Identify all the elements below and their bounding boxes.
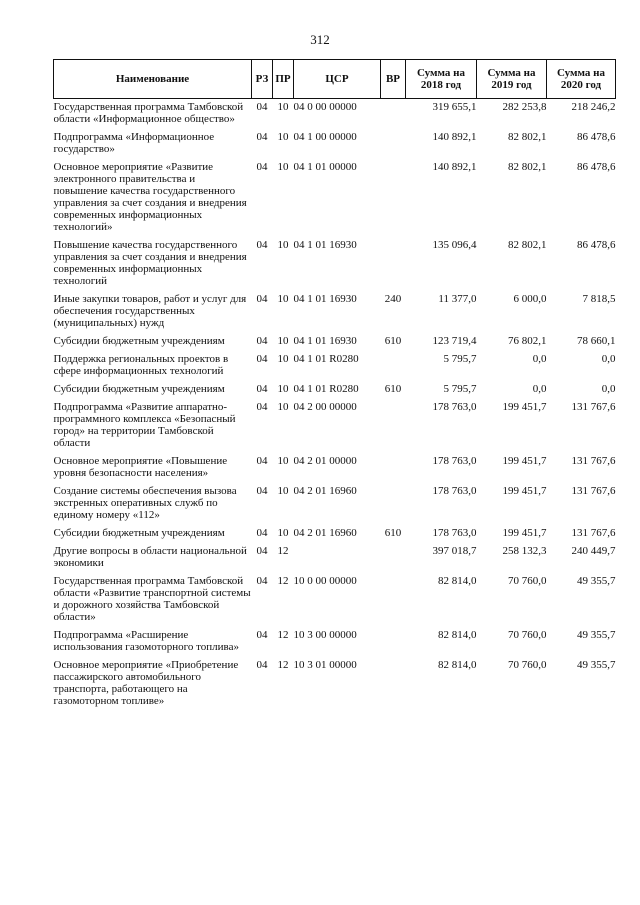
cell-sum-2018: 11 377,0 bbox=[438, 293, 477, 305]
cell-csr: 04 2 01 16960 bbox=[293, 485, 357, 497]
cell-csr: 04 1 01 R0280 bbox=[293, 383, 359, 395]
cell-sum-2020: 49 355,7 bbox=[577, 629, 616, 641]
table-row bbox=[54, 453, 616, 483]
table-row bbox=[54, 657, 616, 711]
cell-name: Субсидии бюджетным учреждениям bbox=[53, 527, 225, 539]
cell-sum-2020: 86 478,6 bbox=[577, 239, 616, 251]
header-sum-2019: Сумма на 2019 год bbox=[477, 60, 547, 99]
cell-sum-2018: 5 795,7 bbox=[443, 383, 477, 395]
cell-csr: 04 1 01 16930 bbox=[293, 293, 357, 305]
cell-sum-2020: 86 478,6 bbox=[577, 161, 616, 173]
table-row bbox=[54, 399, 616, 453]
cell-sum-2020: 131 767,6 bbox=[571, 455, 616, 467]
cell-name: Государственная программа Тамбовской области «Информационное общество» bbox=[53, 101, 244, 125]
cell-csr: 04 0 00 00000 bbox=[293, 101, 357, 113]
cell-sum-2019: 258 132,3 bbox=[502, 545, 547, 557]
cell-sum-2019: 6 000,0 bbox=[513, 293, 547, 305]
cell-csr: 04 1 01 16930 bbox=[293, 335, 357, 347]
table-row bbox=[54, 291, 616, 333]
cell-sum-2020: 78 660,1 bbox=[577, 335, 616, 347]
cell-rz: 04 bbox=[256, 353, 268, 365]
cell-sum-2020: 0,0 bbox=[601, 383, 616, 395]
cell-rz: 04 bbox=[256, 527, 268, 539]
header-rz: РЗ bbox=[252, 60, 273, 99]
cell-vr: 610 bbox=[384, 335, 402, 347]
cell-pr: 12 bbox=[277, 575, 289, 587]
cell-csr: 04 2 00 00000 bbox=[293, 401, 357, 413]
cell-name: Субсидии бюджетным учреждениям bbox=[53, 335, 225, 347]
cell-rz: 04 bbox=[256, 455, 268, 467]
header-name: Наименование bbox=[54, 60, 252, 99]
header-vr: ВР bbox=[381, 60, 406, 99]
cell-pr: 10 bbox=[277, 161, 289, 173]
cell-sum-2019: 70 760,0 bbox=[508, 659, 547, 671]
cell-sum-2019: 199 451,7 bbox=[502, 527, 547, 539]
cell-pr: 10 bbox=[277, 335, 289, 347]
cell-sum-2018: 178 763,0 bbox=[432, 455, 477, 467]
cell-pr: 10 bbox=[277, 401, 289, 413]
cell-sum-2020: 49 355,7 bbox=[577, 575, 616, 587]
cell-sum-2020: 0,0 bbox=[601, 353, 616, 365]
cell-vr: 610 bbox=[384, 527, 402, 539]
cell-vr bbox=[381, 129, 406, 159]
cell-name: Поддержка региональных проектов в сфере информационных технологий bbox=[53, 353, 229, 377]
cell-sum-2018: 82 814,0 bbox=[438, 575, 477, 587]
table-row bbox=[54, 483, 616, 525]
cell-pr: 10 bbox=[277, 455, 289, 467]
cell-sum-2018: 397 018,7 bbox=[432, 545, 477, 557]
cell-vr bbox=[381, 657, 406, 711]
cell-vr bbox=[381, 627, 406, 657]
cell-sum-2020: 49 355,7 bbox=[577, 659, 616, 671]
cell-sum-2020: 240 449,7 bbox=[571, 545, 616, 557]
cell-sum-2018: 5 795,7 bbox=[443, 353, 477, 365]
header-sum-2020: Сумма на 2020 год bbox=[547, 60, 616, 99]
cell-sum-2020: 131 767,6 bbox=[571, 401, 616, 413]
cell-sum-2018: 319 655,1 bbox=[432, 101, 477, 113]
cell-sum-2019: 82 802,1 bbox=[508, 131, 547, 143]
page-number: 312 bbox=[310, 32, 330, 47]
table-row bbox=[54, 237, 616, 291]
cell-rz: 04 bbox=[256, 485, 268, 497]
cell-sum-2018: 140 892,1 bbox=[432, 161, 477, 173]
cell-rz: 04 bbox=[256, 383, 268, 395]
cell-sum-2019: 0,0 bbox=[532, 383, 547, 395]
cell-pr: 10 bbox=[277, 485, 289, 497]
cell-rz: 04 bbox=[256, 659, 268, 671]
cell-pr: 10 bbox=[277, 131, 289, 143]
cell-sum-2018: 178 763,0 bbox=[432, 485, 477, 497]
cell-name: Основное мероприятие «Приобретение пассажирского автомобильного транспорта, работающего на газомоторном топливе» bbox=[53, 659, 239, 707]
cell-sum-2020: 7 818,5 bbox=[582, 293, 616, 305]
cell-sum-2019: 70 760,0 bbox=[508, 575, 547, 587]
cell-csr: 04 2 01 16960 bbox=[293, 527, 357, 539]
cell-vr bbox=[381, 99, 406, 130]
cell-csr: 10 3 00 00000 bbox=[293, 629, 357, 641]
header-csr: ЦСР bbox=[294, 60, 381, 99]
cell-vr bbox=[381, 351, 406, 381]
cell-pr: 10 bbox=[277, 101, 289, 113]
cell-csr: 04 1 01 00000 bbox=[293, 161, 357, 173]
cell-name: Создание системы обеспечения вызова экстренных оперативных служб по единому номеру «112» bbox=[53, 485, 237, 521]
table-row bbox=[54, 525, 616, 543]
table-row bbox=[54, 99, 616, 130]
cell-sum-2019: 76 802,1 bbox=[508, 335, 547, 347]
cell-name: Другие вопросы в области национальной экономики bbox=[53, 545, 247, 569]
cell-pr: 10 bbox=[277, 293, 289, 305]
cell-name: Иные закупки товаров, работ и услуг для обеспечения государственных (муниципальных) нужд bbox=[53, 293, 247, 329]
table-row bbox=[54, 543, 616, 573]
cell-sum-2019: 82 802,1 bbox=[508, 239, 547, 251]
cell-name: Повышение качества государственного управления за счет создания и внедрения современных информационных технологий bbox=[53, 239, 247, 287]
table-row bbox=[54, 159, 616, 237]
cell-pr: 12 bbox=[277, 545, 289, 557]
cell-csr: 04 1 01 R0280 bbox=[293, 353, 359, 365]
cell-rz: 04 bbox=[256, 293, 268, 305]
cell-sum-2018: 178 763,0 bbox=[432, 401, 477, 413]
cell-vr bbox=[381, 237, 406, 291]
cell-sum-2020: 131 767,6 bbox=[571, 485, 616, 497]
cell-name: Основное мероприятие «Развитие электронного правительства и повышение качества государственного управления за счет создания и внедрения современных информационных технологий» bbox=[53, 161, 247, 233]
cell-csr: 04 2 01 00000 bbox=[293, 455, 357, 467]
cell-sum-2019: 199 451,7 bbox=[502, 401, 547, 413]
cell-vr bbox=[381, 159, 406, 237]
cell-rz: 04 bbox=[256, 239, 268, 251]
table-row bbox=[54, 129, 616, 159]
cell-pr: 10 bbox=[277, 239, 289, 251]
cell-sum-2019: 0,0 bbox=[532, 353, 547, 365]
table-header-row bbox=[54, 60, 616, 99]
table-row bbox=[54, 573, 616, 627]
cell-name: Подпрограмма «Расширение использования газомоторного топлива» bbox=[53, 629, 239, 653]
cell-rz: 04 bbox=[256, 131, 268, 143]
cell-name: Подпрограмма «Развитие аппаратно-программного комплекса «Безопасный город» на территории Тамбовской области bbox=[53, 401, 236, 449]
cell-vr bbox=[381, 453, 406, 483]
cell-vr bbox=[381, 399, 406, 453]
cell-csr bbox=[294, 543, 381, 573]
cell-rz: 04 bbox=[256, 575, 268, 587]
table-row bbox=[54, 381, 616, 399]
budget-table bbox=[53, 59, 616, 711]
table-row bbox=[54, 351, 616, 381]
cell-sum-2018: 82 814,0 bbox=[438, 629, 477, 641]
table-body bbox=[54, 99, 616, 712]
cell-pr: 10 bbox=[277, 353, 289, 365]
table-row bbox=[54, 333, 616, 351]
cell-csr: 10 0 00 00000 bbox=[293, 575, 357, 587]
cell-sum-2019: 82 802,1 bbox=[508, 161, 547, 173]
cell-csr: 04 1 01 16930 bbox=[293, 239, 357, 251]
cell-rz: 04 bbox=[256, 335, 268, 347]
cell-vr bbox=[381, 543, 406, 573]
cell-sum-2020: 86 478,6 bbox=[577, 131, 616, 143]
cell-sum-2018: 82 814,0 bbox=[438, 659, 477, 671]
cell-sum-2019: 70 760,0 bbox=[508, 629, 547, 641]
cell-rz: 04 bbox=[256, 101, 268, 113]
cell-vr bbox=[381, 483, 406, 525]
cell-sum-2020: 218 246,2 bbox=[571, 101, 616, 113]
cell-vr: 240 bbox=[384, 293, 402, 305]
cell-csr: 10 3 01 00000 bbox=[293, 659, 357, 671]
cell-sum-2020: 131 767,6 bbox=[571, 527, 616, 539]
cell-pr: 12 bbox=[277, 659, 289, 671]
cell-vr bbox=[381, 573, 406, 627]
cell-name: Подпрограмма «Информационное государство» bbox=[53, 131, 215, 155]
cell-name: Основное мероприятие «Повышение уровня безопасности населения» bbox=[53, 455, 228, 479]
cell-sum-2019: 199 451,7 bbox=[502, 455, 547, 467]
cell-sum-2019: 282 253,8 bbox=[502, 101, 547, 113]
cell-rz: 04 bbox=[256, 401, 268, 413]
cell-csr: 04 1 00 00000 bbox=[293, 131, 357, 143]
cell-sum-2018: 178 763,0 bbox=[432, 527, 477, 539]
cell-sum-2019: 199 451,7 bbox=[502, 485, 547, 497]
header-pr: ПР bbox=[273, 60, 294, 99]
cell-vr: 610 bbox=[384, 383, 402, 395]
cell-rz: 04 bbox=[256, 629, 268, 641]
cell-name: Субсидии бюджетным учреждениям bbox=[53, 383, 225, 395]
table-row bbox=[54, 627, 616, 657]
cell-rz: 04 bbox=[256, 545, 268, 557]
cell-pr: 12 bbox=[277, 629, 289, 641]
cell-rz: 04 bbox=[256, 161, 268, 173]
cell-name: Государственная программа Тамбовской области «Развитие транспортной системы и дорожного хозяйства Тамбовской области» bbox=[53, 575, 251, 623]
cell-pr: 10 bbox=[277, 383, 289, 395]
cell-sum-2018: 135 096,4 bbox=[432, 239, 477, 251]
header-sum-2018: Сумма на 2018 год bbox=[406, 60, 477, 99]
cell-pr: 10 bbox=[277, 527, 289, 539]
cell-sum-2018: 140 892,1 bbox=[432, 131, 477, 143]
cell-sum-2018: 123 719,4 bbox=[432, 335, 477, 347]
